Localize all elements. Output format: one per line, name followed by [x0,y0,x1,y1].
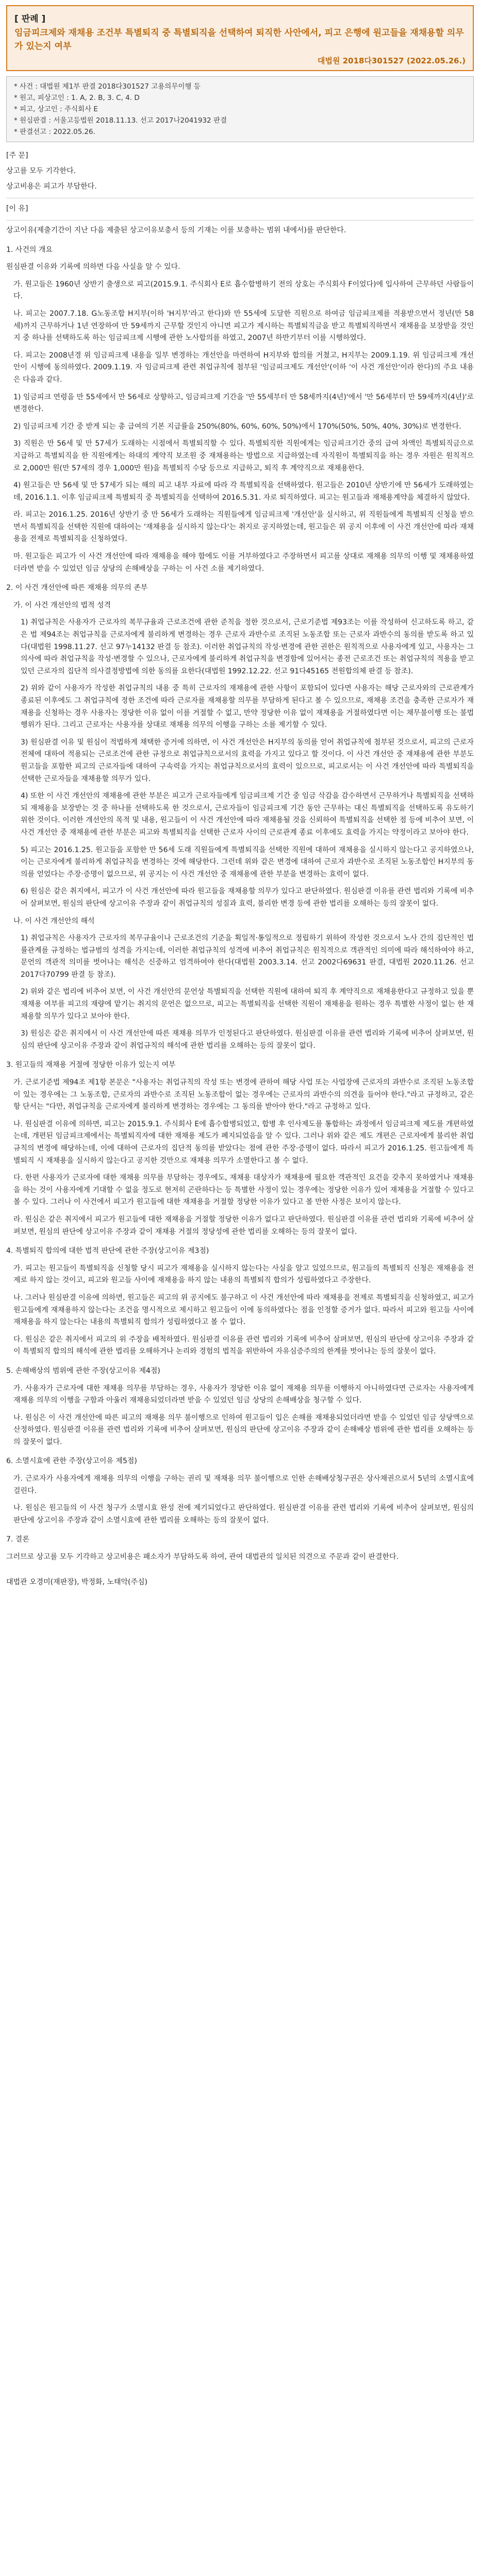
section-paragraph: 다. 한편 사용자가 근로자에 대한 재채용 의무를 부담하는 경우에도, 재채용 대상자가 재채용에 필요한 객관적인 요건을 갖추지 못하였거나 재채용을 하는 것이 사용자에게 기대할 수 없을 정도로 현저히 곤란하다는 등 특별한 사정이 있는 경우에는 정당한 이유가 있어 재채용을 거절할 수 있다고 볼 수 있다. 그러나 이 사건에서 피고가 원고들에 대한 재채용을 거절할 정당한 이유가 있다고 볼 만한 사정은 보이지 않는다. [13,1174,476,1207]
section-heading: 1. 사건의 개요 [6,245,53,254]
case-info-line: * 원심판결 : 서울고등법원 2018.11.13. 선고 2017나2041932 판결 [14,116,227,125]
section-heading: 2. 이 사건 개선안에 따른 재채용 의무의 존부 [6,584,148,592]
section-paragraph: 3) 원심은 같은 취지에서 이 사건 개선안에 따른 재채용 의무가 인정된다고 판단하였다. 원심판결 이유를 관련 법리와 기록에 비추어 살펴보면, 원심의 판단에 상고이유 주장과 같이 취업규칙의 해석에 관한 법리를 오해하는 등의 잘못이 없다. [21,1029,474,1050]
case-info-box [6,76,474,142]
section-paragraph: 4) 원고들은 만 56세 및 만 57세가 되는 해의 피고 내부 자료에 따라 각 특별퇴직을 선택하였다. 원고들은 2010년 상반기에 만 56세가 도래하였는데, 2016.1.1. 이후 임금피크제 특별퇴직 중 특별퇴직을 선택하여 2016.5.31. 자로 퇴직하였다. 피고는 원고들과 재채용계약을 체결하지 않았다. [13,481,474,502]
order-line: 상고를 모두 기각한다. [6,167,76,175]
section-paragraph: 라. 피고는 2016.1.25. 2016년 상반기 중 만 56세가 도래하는 직원들에게 임금피크제 '개선안'을 실시하고, 위 직원들에게 특별퇴직 신청을 받으면서 특별퇴직을 선택한 직원에 대하여는 '재채용을 실시하지 않는다'는 취지로 공지하였는데, 원고들은 위 공지 이후에 이 사건 개선안에 따라 재채용을 전제로 특별퇴직을 신청하였다. [13,511,474,544]
section-paragraph: 원심판결 이유와 기록에 의하면 다음 사실을 알 수 있다. [6,263,180,272]
section-paragraph: 가. 원고들은 1960년 상반기 출생으로 피고(2015.9.1. 주식회사 E로 흡수합병하기 전의 상호는 주식회사 F이었다)에 입사하여 근무하던 사람들이다. [13,280,474,301]
order-line: 상고비용은 피고가 부담한다. [6,182,97,191]
section-heading: 3. 원고들의 재채용 거절에 정당한 이유가 있는지 여부 [6,1061,176,1070]
section-paragraph: 가. 사용자가 근로자에 대한 재채용 의무를 부담하는 경우, 사용자가 정당한 이유 없이 재채용 의무를 이행하지 아니하였다면 근로자는 사용자에게 재채용 의무의 이행을 구함과 아울러 재채용되었더라면 받을 수 있었던 임금 상당의 손해배상을 청구할 수 있다. [13,1384,476,1405]
divider [6,220,474,221]
case-number-link[interactable]: 대법원 2018다301527 (2022.05.26.) [317,56,466,65]
case-info-line: * 사건 : 대법원 제1부 판결 2018다301527 고용의무이행 등 [14,82,201,91]
section-paragraph: 2) 위와 같은 법리에 비추어 보면, 이 사건 개선안의 문언상 특별퇴직을 선택한 직원에 대하여 퇴직 후 계약직으로 재채용한다고 규정하고 있을 뿐 재채용 여부를 피고의 재량에 맡기는 취지의 문언은 없으므로, 피고는 특별퇴직을 선택한 직원이 재채용을 원하는 경우 특별한 사정이 없는 한 재채용할 의무가 있다고 보아야 한다. [21,988,476,1021]
section-paragraph: 가. 근로자가 사용자에게 재채용 의무의 이행을 구하는 권리 및 재채용 의무 불이행으로 인한 손해배상청구권은 상사채권으로서 5년의 소멸시효에 걸린다. [13,1475,476,1495]
section-paragraph: 가. 이 사건 개선안의 법적 성격 [13,601,111,609]
section-paragraph: 3) 직원은 만 56세 및 만 57세가 도래하는 시점에서 특별퇴직할 수 있다. 특별퇴직한 직원에게는 임금피크기간 중의 급여 차액인 특별퇴직금으로 지급하고 특별퇴직을 한 직원에게는 하대의 계약직 보조원 중 재채용하는 방법으로 지급하였는데 자직원이 특별퇴직을 하는 경우 자원은 원칙적으로 2,000만 원(만 57세의 경우 1,000만 원)을 특별퇴직 수당 등으로 지급하고, 퇴직 후 계약직으로 재채용한다. [13,439,476,472]
section-paragraph: 가. 피고는 원고들이 특별퇴직을 신청할 당시 피고가 재채용을 실시하지 않는다는 사실을 알고 있었으므로, 원고들의 특별퇴직 신청은 재채용을 전제로 하지 않는 것이고, 피고와 원고들 사이에 재채용을 하지 않는 내용의 특별퇴직 합의가 성립하였다고 주장한다. [13,1264,474,1285]
section-paragraph: 그러므로 상고를 모두 기각하고 상고비용은 패소자가 부담하도록 하여, 관여 대법관의 일치된 의견으로 주문과 같이 판결한다. [6,1553,399,1562]
section-paragraph: 1) 임금피크 연령을 만 55세에서 만 56세로 상향하고, 임금피크제 기간을 '만 55세부터 만 58세까지(4년)'에서 '만 56세부터 만 59세까지(4년)'로 변경한다. [13,393,476,414]
section-paragraph: 다. 원심은 같은 취지에서 피고의 위 주장을 배척하였다. 원심판결 이유를 관련 법리와 기록에 비추어 살펴보면, 원심의 판단에 상고이유 주장과 같이 특별퇴직 합의의 해석에 관한 법리를 오해하거나 논리와 경험의 법칙을 위반하여 자유심증주의의 한계를 벗어나는 등의 잘못이 없다. [13,1335,474,1356]
section-paragraph: 나. 원심판결 이유에 의하면, 피고는 2015.9.1. 주식회사 E에 흡수합병되었고, 합병 후 인사제도를 통합하는 과정에서 임금피크제 제도를 개편하였는데, 개편된 임금피크제에서는 특별퇴직자에 대한 재채용 제도가 폐지되었음을 알 수 있다. 그러나 위와 같은 제도 개편은 근로자에게 불리한 취업규칙의 변경에 해당하는데, 이에 대하여 근로자의 집단적 동의를 받았다는 점에 관한 주장·증명이 없다. 따라서 피고가 2016.1.25. 원고들에게 특별퇴직 시 재채용을 실시하지 않는다고 공지한 것만으로 재채용 의무가 소멸한다고 볼 수 없다. [13,1120,474,1165]
section-heading: 4. 특별퇴직 합의에 대한 법적 판단에 관한 주장(상고이유 제3점) [6,1247,209,1256]
judges-line: 대법관 오경미(재판장), 박정화, 노태악(주심) [6,1578,148,1586]
section-heading: 6. 소멸시효에 관한 주장(상고이유 제5점) [6,1457,137,1466]
section-paragraph: 1) 취업규칙은 사용자가 근로자의 복무규율과 근로조건에 관한 준칙을 정한 것으로서, 근로기준법 제93조는 이를 작성하여 신고하도록 하고, 같은 법 제94조는 취업규칙을 근로자에게 불리하게 변경하는 경우 근로자 과반수로 조직된 노동조합 또는 근로자 과반수의 동의를 받도록 하고 있다(대법원 1998.11.27. 선고 97누14132 판결 등 참조). 이러한 취업규칙의 작성·변경에 관한 권한은 원칙적으로 사용자에게 있고, 사용자는 그 의사에 따라 취업규칙을 작성·변경할 수 있으나, 근로자에게 불리하게 취업규칙을 변경함에 있어서는 종전 근로조건 또는 취업규칙의 적용을 받고 있던 근로자의 집단적 의사결정방법에 의한 동의를 요한다(대법원 1992.12.22. 선고 91다45165 전원합의체 판결 등 참조). [21,618,476,675]
order-label: [주 문] [6,151,28,160]
case-info-line: * 원고, 피상고인 : 1. A, 2. B, 3. C, 4. D [14,94,140,102]
section-paragraph: 3) 원심판결 이유 및 원심이 적법하게 채택한 증거에 의하면, 이 사건 개선안은 H지부의 동의를 얻어 취업규칙에 첨부된 것으로서, 피고의 근로자 전체에 대하여 적용되는 근로조건에 관한 규정으로 취업규칙으로서의 효력을 가지고 있다고 할 것이다. 이 사건 개선안 중 재채용에 관한 부분도 원고들을 포함한 피고의 근로자들에 대하여 구속력을 가지는 취업규칙으로서의 효력이 있으므로, 피고로서는 이 사건 개선안에 따라 특별퇴직을 선택한 근로자들을 재채용할 의무가 있다. [21,738,476,783]
section-paragraph: 나. 원심은 원고들의 이 사건 청구가 소멸시효 완성 전에 제기되었다고 판단하였다. 원심판결 이유를 관련 법리와 기록에 비추어 살펴보면, 원심의 판단에 상고이유 주장과 같이 소멸시효에 관한 법리를 오해하는 등의 잘못이 없다. [13,1504,476,1524]
section-paragraph: 나. 이 사건 개선안의 해석 [13,917,95,925]
section-paragraph: 4) 또한 이 사건 개선안의 재채용에 관한 부분은 피고가 근로자들에게 임금피크제 기간 중 임금 삭감을 감수하면서 근무하거나 특별퇴직을 선택하되 재채용을 보장받는 것 중 하나를 선택하도록 한 것으로서, 근로자들이 임금피크제 기간 동안 근무하는 대신 특별퇴직을 선택하도록 유도하기 위한 것이다. 이러한 개선안의 목적 및 내용, 원고들이 이 사건 개선안에 따라 재채용될 것을 신뢰하여 특별퇴직을 선택한 점 등에 비추어 보면, 이 사건 개선안 중 재채용에 관한 부분은 피고와 특별퇴직을 선택한 근로자 사이의 근로관계 종료 이후에도 효력을 가지는 약정이라고 보아야 한다. [21,792,476,837]
section-paragraph: 나. 피고는 2007.7.18. G노동조합 H지부(이하 'H지부'라고 한다)와 만 55세에 도달한 직원으로 하여금 임금피크제를 적용받으면서 정년(만 58세)까지 근무하거나 1년 연장하여 만 59세까지 근무할 것인지 아니면 피고가 제시하는 특별퇴직금을 받고 특별퇴직하면서 재채용을 보장받을 것인지 중 하나를 선택하도록 하는 임금피크제 시행에 관한 노사합의를 하였고, 2007년 하반기부터 이를 시행하였다. [13,309,474,343]
reason-intro: 상고이유(제출기간이 지난 다음 제출된 상고이유보충서 등의 기재는 이를 보충하는 범위 내에서)를 판단한다. [6,226,346,234]
case-title: 임금피크제와 재채용 조건부 특별퇴직 중 특별퇴직을 선택하여 퇴직한 사안에서, 피고 은행에 원고들을 재채용할 의무가 있는지 여부 [14,28,464,52]
section-paragraph: 1) 취업규칙은 사용자가 근로자의 복무규율이나 근로조건의 기준을 획일적·통일적으로 정립하기 위하여 작성한 것으로서 노사 간의 집단적인 법률관계를 규정하는 법규범의 성격을 가지는데, 이러한 취업규칙의 성격에 비추어 취업규칙은 원칙적으로 객관적인 의미에 따라 해석하여야 하고, 문언의 객관적 의미를 벗어나는 해석은 신중하고 엄격하여야 한다(대법원 2003.3.14. 선고 2002다69631 판결, 대법원 2020.11.26. 선고 2017다70799 판결 등 참조). [21,934,476,979]
judgment-sections [6,244,474,1564]
document-type-tag: [ 판례 ] [14,14,46,24]
case-header [6,5,474,71]
reason-label: [이 유] [6,205,28,213]
section-paragraph: 6) 원심은 같은 취지에서, 피고가 이 사건 개선안에 따라 원고들을 재채용할 의무가 있다고 판단하였다. 원심판결 이유를 관련 법리와 기록에 비추어 살펴보면, 원심의 판단에 상고이유 주장과 같이 취업규칙의 성질과 효력, 불리한 변경 등에 관한 법리를 오해하는 등의 잘못이 없다. [21,887,474,908]
section-paragraph: 2) 위와 같이 사용자가 작성한 취업규칙의 내용 중 특히 근로자의 재채용에 관한 사항이 포함되어 있다면 사용자는 해당 근로자와의 근로관계가 종료된 이후에도 그 취업규칙에 정한 조건에 따라 근로자를 재채용할 의무를 부담하게 된다고 볼 수 있으므로, 재채용 조건을 충족한 근로자가 재채용을 신청하는 경우 사용자는 정당한 이유 없이 이를 거절할 수 없고, 만약 정당한 이유 없이 재채용을 거절하였다면 이는 채무불이행 또는 불법행위가 된다. 그리고 근로자는 사용자를 상대로 재채용 의무의 이행을 구하는 소를 제기할 수 있다. [21,684,476,730]
section-heading: 7. 결론 [6,1535,29,1544]
case-info-line: * 판결선고 : 2022.05.26. [14,128,95,136]
section-paragraph: 나. 그러나 원심판결 이유에 의하면, 원고들은 피고의 위 공지에도 불구하고 이 사건 개선안에 따라 재채용을 전제로 특별퇴직을 신청하였고, 피고가 원고들에게 재채용하지 않는다는 조건을 명시적으로 제시하고 원고들이 이에 동의하였다는 점을 인정할 증거가 없다. 따라서 피고와 원고들 사이에 재채용을 하지 않는다는 내용의 특별퇴직 합의가 성립하였다고 볼 수 없다. [13,1293,476,1327]
section-paragraph: 라. 원심은 같은 취지에서 피고가 원고들에 대한 재채용을 거절할 정당한 이유가 없다고 판단하였다. 원심판결 이유를 관련 법리와 기록에 비추어 살펴보면, 원심의 판단에 상고이유 주장과 같이 재채용 거절의 정당성에 관한 법리를 오해하는 등의 잘못이 없다. [13,1215,474,1236]
section-heading: 5. 손해배상의 범위에 관한 주장(상고이유 제4점) [6,1366,160,1375]
section-paragraph: 마. 원고들은 피고가 이 사건 개선안에 따라 재채용을 해야 함에도 이를 거부하였다고 주장하면서 피고를 상대로 재채용 의무의 이행 및 재채용하였더라면 받을 수 있었던 임금 상당의 손해배상을 구하는 이 사건 소를 제기하였다. [13,552,474,573]
section-paragraph: 다. 피고는 2008년경 위 임금피크제 내용을 일부 변경하는 개선안을 마련하여 H지부와 합의를 거쳤고, H지부는 2009.1.19. 위 임금피크제 개선안이 시행에 동의하였다. 2009.1.19. 자 임금피크제 관련 취업규칙에 첨부된 '임금피크제도 개선안'(이하 '이 사건 개선안'이라 한다)의 주요 내용은 다음과 같다. [13,351,474,384]
section-paragraph: 2) 임금피크제 기간 중 받게 되는 총 급여의 기본 지급률을 250%(80%, 60%, 60%, 50%)에서 170%(50%, 50%, 40%, 30%)로 변경한다. [13,422,461,431]
judgment-body [6,225,474,1564]
section-paragraph: 가. 근로기준법 제94조 제1항 본문은 "사용자는 취업규칙의 작성 또는 변경에 관하여 해당 사업 또는 사업장에 근로자의 과반수로 조직된 노동조합이 있는 경우에는 그 노동조합, 근로자의 과반수로 조직된 노동조합이 없는 경우에는 근로자의 과반수의 의견을 들어야 한다."라고 규정하고, 같은 항 단서는 "다만, 취업규칙을 근로자에게 불리하게 변경하는 경우에는 그 동의를 받아야 한다."라고 규정하고 있다. [13,1078,476,1111]
section-paragraph: 나. 원심은 이 사건 개선안에 따른 피고의 재채용 의무 불이행으로 인하여 원고들이 입은 손해를 재채용되었더라면 받을 수 있었던 임금 상당액으로 산정하였다. 원심판결 이유를 관련 법리와 기록에 비추어 살펴보면, 원심의 판단에 상고이유 주장과 같이 손해배상 범위에 관한 법리를 오해하는 등의 잘못이 없다. [13,1413,476,1446]
case-info-line: * 피고, 상고인 : 주식회사 E [14,105,98,113]
section-paragraph: 5) 피고는 2016.1.25. 원고들을 포함한 만 56세 도래 직원들에게 특별퇴직을 선택한 직원에 대하여 재채용을 실시하지 않는다고 공지하였으나, 이는 근로자에게 불리하게 취업규칙을 변경하는 것에 해당한다. 그런데 위와 같은 변경에 대하여 근로자 과반수로 조직된 노동조합인 H지부의 동의를 얻었다는 주장·증명이 없으므로, 위 공지는 이 사건 개선안 중 재채용에 관한 부분을 변경하는 효력이 없다. [21,845,476,878]
